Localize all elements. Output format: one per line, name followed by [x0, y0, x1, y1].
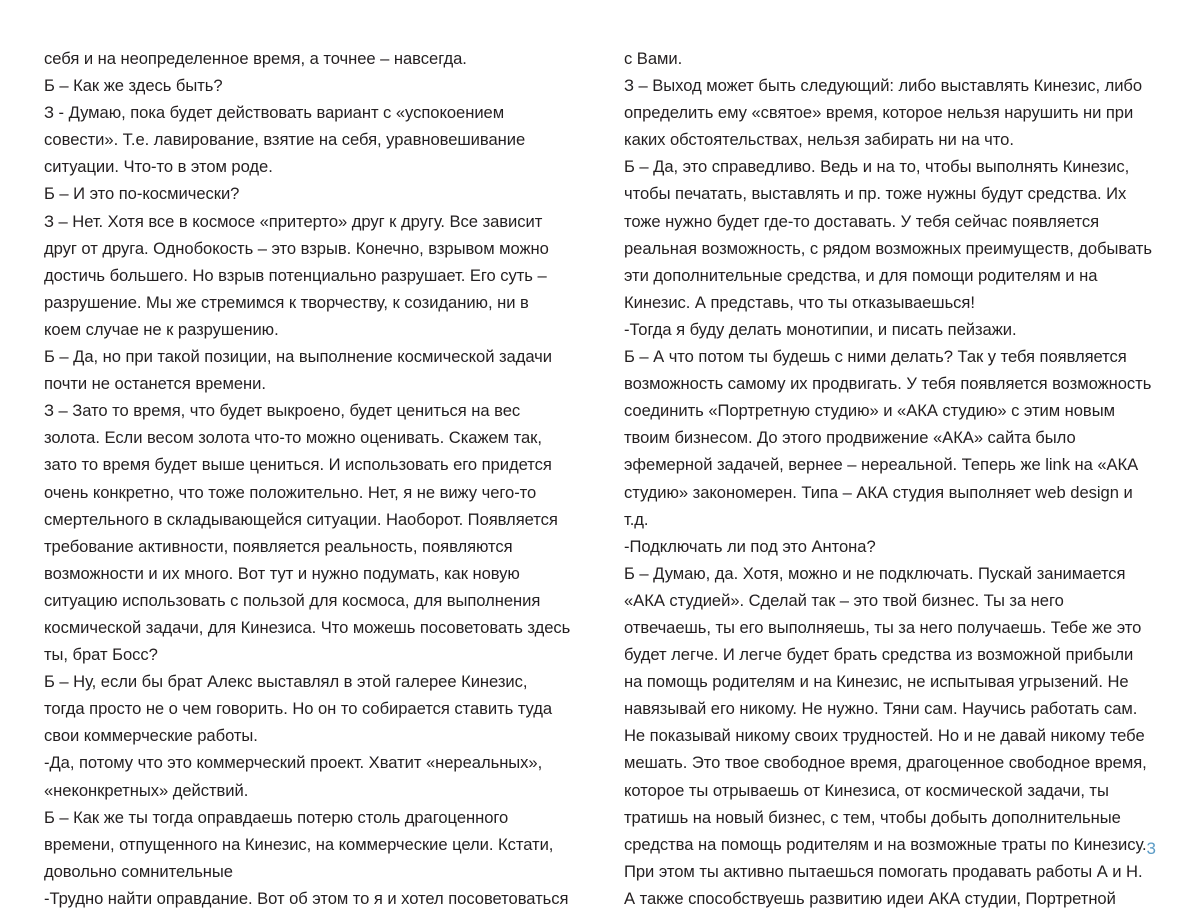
- text-line: достичь большего. Но взрыв потенциально разрушает. Его суть –: [44, 265, 547, 285]
- text-line: тогда просто не о чем говорить. Но он то собирается ставить туда: [44, 699, 553, 719]
- text-line: времени, отпущенного на Кинезис, на коммерческие цели. Кстати,: [44, 834, 554, 854]
- text-line: студию» закономерен. Типа – АКА студия выполняет web design и: [624, 482, 1133, 502]
- text-line: -Подключать ли под это Антона?: [624, 536, 876, 556]
- text-line: отвечаешь, ты его выполняешь, ты за него получаешь. Тебе же это: [624, 617, 1142, 637]
- text-line: тратишь на новый бизнес, с тем, чтобы добыть дополнительные: [624, 807, 1121, 827]
- text-line: твоим бизнесом. До этого продвижение «АКА» сайта было: [624, 428, 1076, 448]
- text-line: с Вами.: [624, 49, 683, 68]
- text-line: будет легче. И легче будет брать средства из возможной прибыли: [624, 645, 1134, 665]
- text-line: ты, брат Босс?: [44, 645, 158, 665]
- text-line: тоже нужно будет где-то доставать. У тебя сейчас появляется: [624, 211, 1100, 231]
- text-line: эфемерной задачей, вернее – нереальной. Теперь же link на «АКА: [624, 455, 1139, 475]
- text-line: каких обстоятельствах, нельзя забирать ни на что.: [624, 130, 1014, 150]
- text-line: себя и на неопределенное время, а точнее – навсегда.: [44, 49, 467, 68]
- text-line: золота. Если весом золота что-то можно оценивать. Скажем так,: [44, 428, 542, 448]
- text-line: ситуацию использовать с пользой для космоса, для выполнения: [44, 590, 541, 610]
- text-line: реальная возможность, с рядом возможных преимуществ, добывать: [624, 238, 1152, 258]
- text-line: мешать. Это твое свободное время, драгоценное свободное время,: [624, 753, 1147, 773]
- text-line: чтобы печатать, выставлять и пр. тоже нужны будут средства. Их: [624, 184, 1127, 204]
- text-line: Б – Да, но при такой позиции, на выполнение космической задачи: [44, 347, 553, 367]
- text-line: разрушение. Мы же стремимся к творчеству, к созиданию, ни в: [44, 292, 529, 312]
- text-line: довольно сомнительные: [44, 861, 233, 881]
- page-number: 3: [1146, 839, 1156, 858]
- text-line: -Трудно найти оправдание. Вот об этом то я и хотел посоветоваться: [44, 888, 569, 908]
- text-line: -Тогда я буду делать монотипии, и писать пейзажи.: [624, 319, 1017, 339]
- text-line: Б – Да, это справедливо. Ведь и на то, чтобы выполнять Кинезис,: [624, 157, 1130, 177]
- text-line: «неконкретных» действий.: [44, 780, 249, 800]
- text-line: Б – Как же здесь быть?: [44, 76, 223, 96]
- text-line: ситуации. Что-то в этом роде.: [44, 157, 273, 177]
- text-line: Б – И это по-космически?: [44, 184, 240, 204]
- text-line: Б – Ну, если бы брат Алекс выставлял в этой галерее Кинезис,: [44, 672, 528, 692]
- text-line: З – Зато то время, что будет выкроено, будет цениться на вес: [44, 401, 521, 421]
- text-line: коем случае не к разрушению.: [44, 319, 279, 339]
- text-line: З – Нет. Хотя все в космосе «притерто» друг к другу. Все зависит: [44, 211, 543, 231]
- text-line: Не показывай никому своих трудностей. Но и не давай никому тебе: [624, 726, 1145, 746]
- text-line: навязывай его никому. Не нужно. Тяни сам. Научись работать сам.: [624, 699, 1138, 719]
- text-line: З – Выход может быть следующий: либо выставлять Кинезис, либо: [624, 76, 1143, 96]
- text-line: на помощь родителям и на Кинезис, не испытывая угрызений. Не: [624, 672, 1129, 692]
- text-line: возможность самому их продвигать. У тебя появляется возможность: [624, 374, 1152, 394]
- text-line: возможности и их много. Вот тут и нужно подумать, как новую: [44, 563, 520, 583]
- text-line: смертельного в складывающейся ситуации. Наоборот. Появляется: [44, 509, 558, 529]
- text-line: почти не останется времени.: [44, 374, 266, 394]
- text-line: средства на помощь родителям и на возможные траты по Кинезису.: [624, 834, 1147, 854]
- text-line: З - Думаю, пока будет действовать вариант с «успокоением: [44, 103, 505, 123]
- text-line: определить ему «святое» время, которое нельзя нарушить ни при: [624, 103, 1134, 123]
- text-line: друг от друга. Однобокость – это взрыв. Конечно, взрывом можно: [44, 238, 549, 258]
- text-line: «АКА студией». Сделай так – это твой бизнес. Ты за него: [624, 590, 1064, 610]
- text-line: очень конкретно, что тоже положительно. Нет, я не вижу чего-то: [44, 482, 537, 502]
- text-line: эти дополнительные средства, и для помощи родителям и на: [624, 265, 1098, 285]
- text-line: При этом ты активно пытаешься помогать продавать работы А и Н.: [624, 861, 1143, 881]
- text-line: которое ты отрываешь от Кинезиса, от космической задачи, ты: [624, 780, 1109, 800]
- text-line: совести». Т.е. лавирование, взятие на себя, уравновешивание: [44, 130, 526, 150]
- text-line: Б – Думаю, да. Хотя, можно и не подключать. Пускай занимается: [624, 563, 1126, 583]
- text-line: -Да, потому что это коммерческий проект. Хватит «нереальных»,: [44, 753, 543, 773]
- text-line: Кинезис. А представь, что ты отказываешься!: [624, 292, 975, 312]
- text-line: Б – А что потом ты будешь с ними делать? Так у тебя появляется: [624, 347, 1127, 367]
- text-line: соединить «Портретную студию» и «АКА студию» с этим новым: [624, 401, 1115, 421]
- text-line: Б – Как же ты тогда оправдаешь потерю столь драгоценного: [44, 807, 509, 827]
- text-column-right: [614, 0, 1200, 908]
- text-line: зато то время будет выше цениться. И использовать его придется: [44, 455, 552, 475]
- text-line: космической задачи, для Кинезиса. Что можешь посоветовать здесь: [44, 617, 571, 637]
- text-line: требование активности, появляется реальность, появляются: [44, 536, 513, 556]
- text-line: т.д.: [624, 509, 649, 529]
- text-line: А также способствуешь развитию идеи АКА студии, Портретной: [624, 888, 1116, 908]
- text-line: свои коммерческие работы.: [44, 726, 258, 746]
